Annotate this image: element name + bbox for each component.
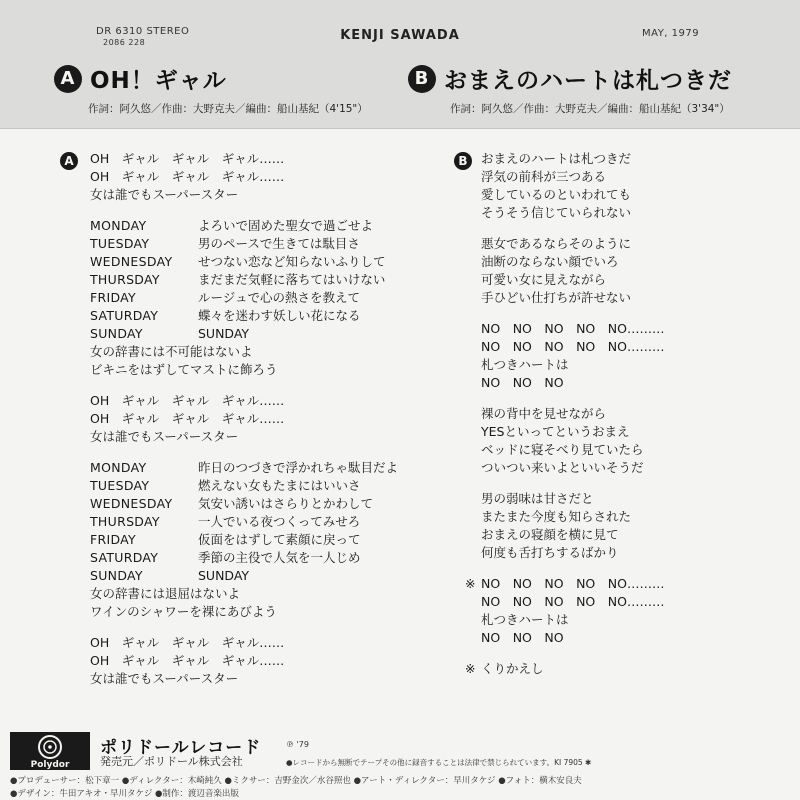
lyric-text: せつない恋など知らないふりして	[198, 254, 386, 269]
lyric-text: 季節の主役で人気を一人じめ	[198, 550, 361, 565]
lyric-line: 女の辞書には退屈はないよ	[90, 586, 241, 601]
side-b-stanza-6	[465, 575, 781, 647]
lyric-text: ルージュで心の熱さを教えて	[198, 290, 361, 305]
side-a-badge: A	[54, 65, 82, 93]
header-band	[0, 0, 800, 129]
weekday-label: THURSDAY	[90, 272, 160, 287]
side-a-stanza-1	[90, 150, 420, 204]
lyric-line: NO NO NO	[481, 630, 564, 645]
lyric-line: 女は誰でもスーパースター	[90, 187, 239, 202]
lyric-line: 油断のならない顔でいろ	[481, 254, 619, 269]
lyric-line: NO NO NO NO NO………	[481, 594, 665, 609]
side-b-stanza-5	[481, 490, 781, 562]
lyric-text: 燃えない女もたまにはいいさ	[198, 478, 361, 493]
side-a-credit: 作詞：阿久悠／作曲：大野克夫／編曲：船山基紀（4'15"）	[88, 103, 368, 115]
lyric-line: 可愛い女に見えながら	[481, 272, 607, 287]
lyric-line	[90, 495, 420, 513]
side-b-title	[408, 62, 732, 95]
lyric-text: SUNDAY	[198, 326, 250, 341]
lyric-line: NO NO NO NO NO………	[481, 321, 665, 336]
lyric-line: ついつい来いよといいそうだ	[481, 460, 644, 475]
weekday-label: TUESDAY	[90, 236, 150, 251]
lyric-text: まだまだ気軽に落ちてはいけない	[198, 272, 386, 287]
weekday-label: THURSDAY	[90, 514, 160, 529]
lyric-line: 悪女であるならそのように	[481, 236, 632, 251]
lyric-line	[90, 235, 420, 253]
lyric-line	[90, 567, 420, 585]
lyric-line: 女は誰でもスーパースター	[90, 671, 239, 686]
lyric-line	[90, 549, 420, 567]
lyric-line: おまえのハートは札つきだ	[481, 151, 632, 166]
weekday-label: WEDNESDAY	[90, 496, 173, 511]
lyric-text: 気安い誘いはさらりとかわして	[198, 496, 374, 511]
phonogram-year: ℗ '79	[286, 740, 309, 749]
side-b-lyrics	[465, 150, 781, 678]
weekday-label: SATURDAY	[90, 550, 159, 565]
lyric-line: YESといってというおまえ	[481, 424, 630, 439]
lyric-line: 女の辞書には不可能はないよ	[90, 344, 253, 359]
lyric-line	[90, 325, 420, 343]
lyric-line: OH ギャル ギャル ギャル……	[90, 411, 285, 426]
lyric-line: NO NO NO	[481, 375, 564, 390]
polydor-logo-icon	[10, 732, 90, 770]
weekday-label: WEDNESDAY	[90, 254, 173, 269]
side-a-stanza-2	[90, 217, 420, 379]
lyric-line: NO NO NO NO NO………	[481, 576, 665, 591]
staff-credits-line-1: ●プロデューサー：松下章一 ●ディレクター：木崎純久 ●ミクサー：吉野金次／水谷照也 ●アート・ディレクター：早川タケジ ●フォト：横木安良夫	[10, 776, 582, 786]
weekday-label: MONDAY	[90, 460, 147, 475]
side-b-stanza-3	[481, 320, 781, 392]
side-b-repeat-note	[465, 660, 781, 678]
lyric-text: SUNDAY	[198, 568, 250, 583]
lyric-line	[90, 271, 420, 289]
lyric-line: ワインのシャワーを裸にあびよう	[90, 604, 277, 619]
weekday-label: TUESDAY	[90, 478, 150, 493]
legal-notice: ●レコードから無断でテープその他に録音することは法律で禁じられています。KI 7905 ✱	[286, 758, 592, 767]
lyric-text: 蝶々を迷わす妖しい花になる	[198, 308, 361, 323]
side-a-stanza-3	[90, 392, 420, 446]
lyric-line: NO NO NO NO NO………	[481, 339, 665, 354]
lyric-line	[90, 253, 420, 271]
lyric-line	[90, 459, 420, 477]
side-a-lyrics	[90, 150, 420, 688]
lyric-line: OH ギャル ギャル ギャル……	[90, 169, 285, 184]
lyric-line: OH ギャル ギャル ギャル……	[90, 653, 285, 668]
repeat-mark: ※	[465, 661, 476, 676]
side-b-credit: 作詞：阿久悠／作曲：大野克夫／編曲：船山基紀（3'34"）	[450, 103, 730, 115]
lyric-line: 札つきハートは	[481, 357, 569, 372]
weekday-label: FRIDAY	[90, 290, 136, 305]
lyric-text: 一人でいる夜つくってみせろ	[198, 514, 361, 529]
lyric-line	[90, 307, 420, 325]
distributor: 発売元／ポリドール株式会社	[100, 755, 243, 768]
lyric-line: OH ギャル ギャル ギャル……	[90, 151, 285, 166]
catalog-sub-number: 2086 228	[103, 38, 146, 47]
weekday-label: SATURDAY	[90, 308, 159, 323]
side-a-stanza-5	[90, 634, 420, 688]
side-b-title-text: おまえのハートは札つきだ	[444, 68, 732, 94]
catalog-number: DR 6310 STEREO	[96, 26, 190, 37]
lyric-line: くりかえし	[481, 661, 544, 676]
weekday-label: SUNDAY	[90, 326, 143, 341]
lyric-line: 裸の背中を見せながら	[481, 406, 607, 421]
lyric-line: またまた今度も知らされた	[481, 509, 632, 524]
lyric-line	[90, 217, 420, 235]
lyric-line: OH ギャル ギャル ギャル……	[90, 635, 285, 650]
lyric-line	[90, 477, 420, 495]
side-a-stanza-4	[90, 459, 420, 621]
side-b-badge: B	[408, 65, 436, 93]
lyric-line	[90, 513, 420, 531]
lyric-line: そうそう信じていられない	[481, 205, 632, 220]
side-b-stanza-2	[481, 235, 781, 307]
lyric-line: 女は誰でもスーパースター	[90, 429, 239, 444]
logo-wordmark: Polydor	[30, 760, 70, 770]
lyric-text: 男のペースで生きては駄目さ	[198, 236, 360, 251]
weekday-label: SUNDAY	[90, 568, 143, 583]
staff-credits-line-2: ●デザイン：牛田アキオ・早川タケジ ●制作：渡辺音楽出版	[10, 789, 239, 799]
lyric-text: 昨日のつづきで浮かれちゃ駄目だよ	[198, 460, 399, 475]
repeat-mark: ※	[465, 576, 476, 591]
lyric-line: ビキニをはずしてマストに飾ろう	[90, 362, 278, 377]
lyric-line: 男の弱味は甘さだと	[481, 491, 594, 506]
lyric-line: おまえの寝顔を横に見て	[481, 527, 619, 542]
side-a-title	[54, 62, 227, 95]
side-b-stanza-1	[481, 150, 781, 222]
side-a-lyrics-badge: A	[60, 152, 78, 170]
lyric-line: 札つきハートは	[481, 612, 569, 627]
lyric-line: ベッドに寝そべり見ていたら	[481, 442, 644, 457]
side-a-title-text: OH！ギャル	[90, 68, 227, 94]
lyric-line	[90, 531, 420, 549]
weekday-label: MONDAY	[90, 218, 147, 233]
lyric-line: 手ひどい仕打ちが許せない	[481, 290, 632, 305]
weekday-label: FRIDAY	[90, 532, 136, 547]
side-b-lyrics-badge: B	[454, 152, 472, 170]
artist-name: KENJI SAWADA	[340, 28, 460, 43]
lyric-line: 何度も舌打ちするばかり	[481, 545, 619, 560]
lyric-line: OH ギャル ギャル ギャル……	[90, 393, 285, 408]
record-label-name: ポリドールレコード	[100, 738, 262, 758]
lyric-line: 愛しているのといわれても	[481, 187, 632, 202]
side-b-stanza-4	[481, 405, 781, 477]
release-date: MAY, 1979	[642, 28, 700, 39]
lyric-text: よろいで固めた聖女で過ごせよ	[198, 218, 374, 233]
lyric-line	[90, 289, 420, 307]
lyric-line: 浮気の前科が三つある	[481, 169, 607, 184]
lyric-text: 仮面をはずして素顔に戻って	[198, 532, 361, 547]
